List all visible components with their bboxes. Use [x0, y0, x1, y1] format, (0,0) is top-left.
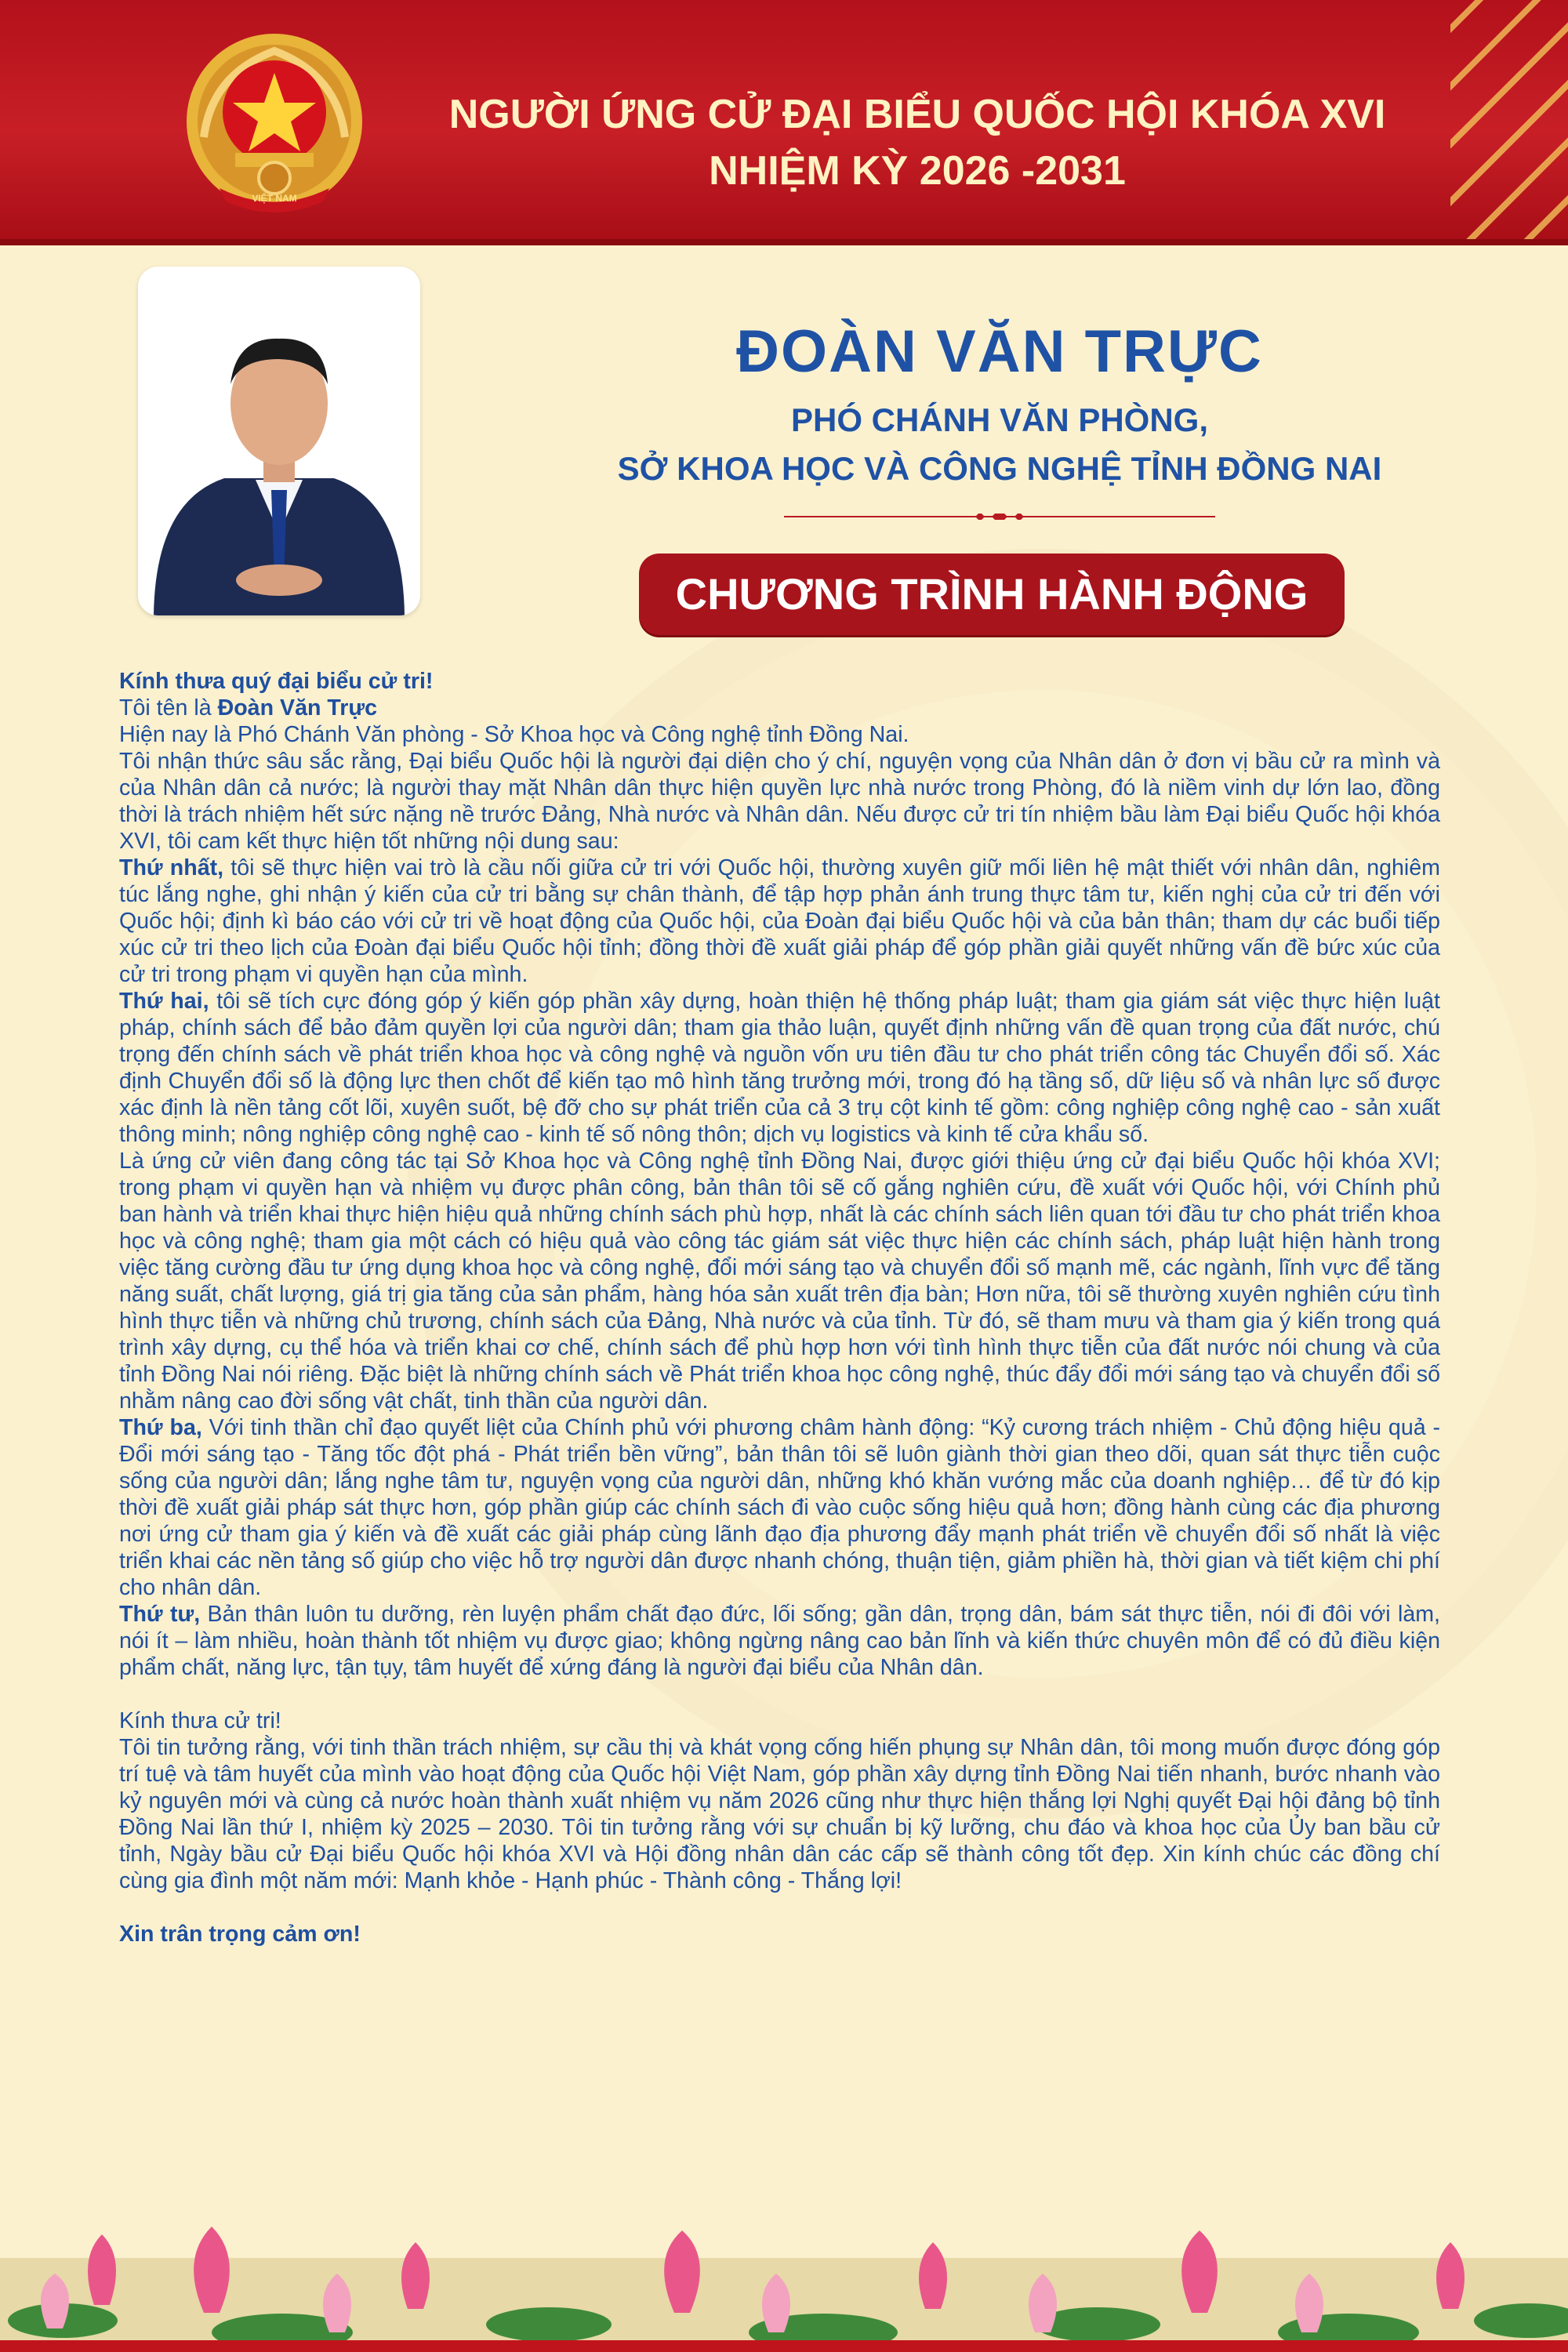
section-banner: CHƯƠNG TRÌNH HÀNH ĐỘNG [639, 554, 1345, 635]
emblem-text: VIỆT NAM [252, 193, 297, 204]
header-title-line2: NHIỆM KỲ 2026 -2031 [709, 148, 1126, 194]
second-commitment [119, 988, 1440, 1148]
position-line1: PHÓ CHÁNH VĂN PHÒNG, [790, 401, 1209, 438]
candidate-position [549, 396, 1450, 493]
decorative-stripes [1450, 0, 1568, 239]
second-text: tôi sẽ tích cực đóng góp ý kiến góp phần xây dựng, hoàn thiện hệ thống pháp luật; tham gia giám sát việc thực hiện luật pháp, chính sách để bảo đảm quyền lợi của người dân; tham gia thảo luận, quyết định những vấn đề quan trọng của đất nước, chú trọng đến chính sách về phát triển khoa học và công nghệ và nguồn vốn ưu tiên đầu tư cho phát triển công tác Chuyển đổi số. Xác định Chuyển đổi số là động lực then chốt để kiến tạo mô hình tăng trưởng mới, trong đó hạ tầng số, dữ liệu số và nhân lực số được xác định là nền tảng cốt lõi, xuyên suốt, bệ đỡ cho sự phát triển của cả 3 trụ cột kinh tế gồm: công nghiệp công nghệ cao - sản xuất thông minh; nông nghiệp công nghệ cao - kinh tế số nông thôn; dịch vụ logistics và kinh tế cửa khẩu số. [119, 989, 1440, 1147]
fourth-label: Thứ tư, [119, 1602, 201, 1627]
third-text: Với tinh thần chỉ đạo quyết liệt của Chính phủ với phương châm hành động: “Kỷ cương trách nhiệm - Chủ động hiệu quả - Đổi mới sáng tạo - Tăng tốc đột phá - Phát triển bền vững”, bản thân tôi sẽ luôn giành thời gian theo dõi, quan sát thực tiễn cuộc sống của người dân; lắng nghe tâm tư, nguyện vọng của người dân, những khó khăn vướng mắc của doanh nghiệp… để từ đó kịp thời đề xuất giải pháp sát thực hơn, góp phần giúp các chính sách đi vào cuộc sống hiệu quả hơn; đồng hành cùng các địa phương nơi ứng cử tham gia ý kiến và đề xuất các giải pháp cùng lãnh đạo địa phương đẩy mạnh phát triển về chuyển đổi số nhất là việc triển khai các nền tảng số giúp cho việc hỗ trợ người dân được nhanh chóng, thuận tiện, giảm phiền hà, thời gian và tiết kiệm chi phí cho nhân dân. [119, 1415, 1440, 1600]
intro [119, 695, 1440, 721]
fourth-text: Bản thân luôn tu dưỡng, rèn luyện phẩm chất đạo đức, lối sống; gần dân, trọng dân, bám sát thực tiễn, nói đi đôi với làm, nói ít – làm nhiều, hoàn thành tốt nhiệm vụ được giao; không ngừng nâng cao bản lĩnh và kiến thức chuyên môn để có đủ điều kiện phẩm chất, năng lực, tận tụy, tâm huyết để xứng đáng là người đại biểu của Nhân dân. [119, 1602, 1440, 1680]
header-bar [0, 0, 1568, 245]
first-commitment [119, 855, 1440, 988]
closing-greeting: Kính thưa cử tri! [119, 1708, 281, 1733]
candidate-paragraph: Là ứng cử viên đang công tác tại Sở Khoa học và Công nghệ tỉnh Đồng Nai, được giới thiệu ứng cử đại biểu Quốc hội khóa XVI; trong phạm vi quyền hạn và nhiệm vụ được phân công, bản thân tôi sẽ cố gắng nghiên cứu, đề xuất với Quốc hội, với Chính phủ ban hành và triển khai thực hiện hiệu quả những chính sách phù hợp, nhất là các chính sách liên quan tới đầu tư cho phát triển khoa học và công nghệ; tham gia một cách có hiệu quả vào công tác giám sát việc thực hiện các chính sách, pháp luật hiện hành trong việc tăng cường đầu tư ứng dụng khoa học và công nghệ, đổi mới sáng tạo và chuyển đổi số mạnh mẽ, các ngành, lĩnh vực để tăng năng suất, chất lượng, giá trị gia tăng của sản phẩm, hàng hóa sản xuất trên địa bàn; Hơn nữa, tôi sẽ thường xuyên nghiên cứu tình hình thực tiễn và những chủ trương, chính sách của Đảng, Nhà nước và của tỉnh. Từ đó, sẽ tham mưu và tham gia ý kiến trong quá trình xây dựng, cụ thể hóa và triển khai cơ chế, chính sách để phù hợp hơn với tình hình thực tiễn của đất nước nói chung và của tỉnh Đồng Nai nói riêng. Đặc biệt là những chính sách về Phát triển khoa học công nghệ, thúc đẩy đổi mới sáng tạo và chuyển đổi số nhằm nâng cao đời sống vật chất, tinh thần của người dân. [119, 1149, 1440, 1414]
fourth-commitment [119, 1601, 1440, 1681]
closing-paragraph: Tôi tin tưởng rằng, với tinh thần trách nhiệm, sự cầu thị và khát vọng cống hiến phụng sự Nhân dân, tôi mong muốn được đóng góp trí tuệ và tâm huyết của mình vào hoạt động của Quốc hội Việt Nam, góp phần xây dựng tỉnh Đồng Nai tiến nhanh, bước nhanh vào kỷ nguyên mới và cùng cả nước hoàn thành xuất nhiệm vụ năm 2026 cũng như thực hiện thắng lợi Nghị quyết Đại hội đảng bộ tỉnh Đồng Nai lần thứ I, nhiệm kỳ 2025 – 2030. Tôi tin tưởng rằng với sự chuẩn bị kỹ lưỡng, chu đáo và khoa học của Ủy ban bầu cử tỉnh, Ngày bầu cử Đại biểu Quốc hội khóa XVI và Hội đồng nhân dân các cấp sẽ thành công tốt đẹp. Xin kính chúc các đồng chí cùng gia đình một năm mới: Mạnh khỏe - Hạnh phúc - Thành công - Thắng lợi! [119, 1735, 1440, 1893]
national-emblem-icon [180, 27, 368, 216]
candidate-name: ĐOÀN VĂN TRỰC [736, 318, 1263, 385]
header-title-line1: NGƯỜI ỨNG CỬ ĐẠI BIỂU QUỐC HỘI KHÓA XVI [448, 92, 1386, 137]
third-commitment [119, 1414, 1440, 1601]
ornament-divider [784, 514, 1215, 520]
second-label: Thứ hai, [119, 989, 209, 1014]
first-label: Thứ nhất, [119, 855, 224, 880]
candidate-portrait [138, 267, 420, 615]
paragraph-gap [119, 1681, 1440, 1708]
thanks: Xin trân trọng cảm ơn! [119, 1922, 361, 1947]
intro-prefix: Tôi tên là [119, 695, 218, 720]
position-line2: SỞ KHOA HỌC VÀ CÔNG NGHỆ TỈNH ĐỒNG NAI [617, 450, 1382, 487]
current-role: Hiện nay là Phó Chánh Văn phòng - Sở Khoa học và Công nghệ tỉnh Đồng Nai. [119, 722, 909, 747]
bottom-bar [0, 2340, 1568, 2352]
portrait-image [138, 267, 420, 615]
lotus-flowers-decoration [0, 2164, 1568, 2352]
greeting: Kính thưa quý đại biểu cử tri! [119, 669, 434, 694]
awareness-paragraph: Tôi nhận thức sâu sắc rằng, Đại biểu Quốc hội là người đại diện cho ý chí, nguyện vọng của Nhân dân ở đơn vị bầu cử ra mình và của Nhân dân cả nước; là người thay mặt Nhân dân thực hiện quyền lực nhà nước trong Phòng, đó là niềm vinh dự lớn lao, đồng thời là trách nhiệm hết sức nặng nề trước Đảng, Nhà nước và Nhân dân. Nếu được cử tri tín nhiệm bầu làm Đại biểu Quốc hội khóa XVI, tôi cam kết thực hiện tốt những nội dung sau: [119, 749, 1440, 854]
first-text: tôi sẽ thực hiện vai trò là cầu nối giữa cử tri với Quốc hội, thường xuyên giữ mối liên hệ mật thiết với nhân dân, nghiêm túc lắng nghe, ghi nhận ý kiến của cử tri bằng sự chân thành, để tập hợp phản ánh trung thực tâm tư, kiến nghị của cử tri đến với Quốc hội; định kì báo cáo với cử tri về hoạt động của Quốc hội, của Đoàn đại biểu Quốc hội và của bản thân; tham dự các buổi tiếp xúc cử tri theo lịch của Đoàn đại biểu Quốc hội tỉnh; đồng thời đề xuất giải pháp để góp phần giải quyết những vấn đề bức xúc của cử tri trong phạm vi quyền hạn của mình. [119, 855, 1440, 987]
intro-name: Đoàn Văn Trực [217, 695, 377, 720]
header-title [423, 86, 1411, 199]
paragraph-gap [119, 1894, 1440, 1921]
action-program-text [119, 668, 1440, 1947]
third-label: Thứ ba, [119, 1415, 202, 1440]
